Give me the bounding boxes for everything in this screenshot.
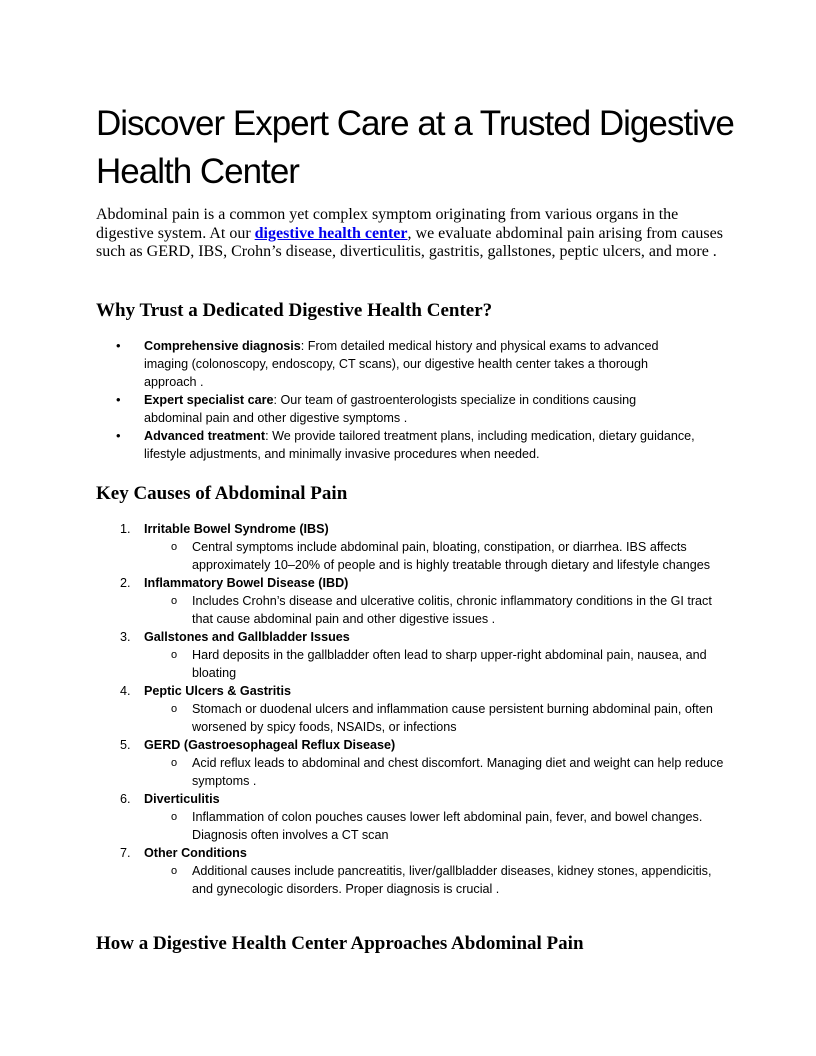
- cause-item: [96, 682, 726, 736]
- cause-heading: Irritable Bowel Syndrome (IBS): [144, 522, 329, 536]
- cause-detail-text: Includes Crohn’s disease and ulcerative colitis, chronic inflammatory conditions in the GI tract that cause abdominal pain and other digestive issues .: [192, 594, 712, 626]
- item-text: : From detailed medical history and physical exams to advanced imaging (colonoscopy, endoscopy, CT scans), our digestive health center takes a thorough approach .: [144, 339, 659, 389]
- circle-bullet-icon: o: [171, 703, 178, 715]
- bullet-icon: •: [116, 392, 121, 407]
- bullet-icon: •: [116, 338, 121, 353]
- cause-detail: [144, 808, 726, 844]
- cause-detail: [144, 862, 726, 898]
- cause-item: [96, 520, 726, 574]
- cause-heading: Other Conditions: [144, 846, 247, 860]
- cause-heading: GERD (Gastroesophageal Reflux Disease): [144, 738, 396, 752]
- section-heading-approach: How a Digestive Health Center Approaches Abdominal Pain: [96, 933, 584, 954]
- section-heading-why-trust: Why Trust a Dedicated Digestive Health Center?: [96, 300, 493, 321]
- digestive-health-center-link[interactable]: digestive health center: [254, 224, 408, 242]
- circle-bullet-icon: o: [171, 811, 178, 823]
- cause-detail: [144, 700, 726, 736]
- cause-item: [96, 628, 726, 682]
- item-number: 1.: [120, 522, 131, 536]
- item-number: 4.: [120, 684, 131, 698]
- item-number: 3.: [120, 630, 131, 644]
- cause-item: [96, 790, 726, 844]
- cause-heading: Gallstones and Gallbladder Issues: [144, 630, 350, 644]
- circle-bullet-icon: o: [171, 757, 178, 769]
- list-item: [96, 427, 696, 463]
- key-causes-list: [96, 520, 726, 898]
- item-lead: Advanced treatment: [144, 429, 266, 443]
- cause-detail-text: Central symptoms include abdominal pain, bloating, constipation, or diarrhea. IBS affects approximately 10–20% of people and is highly treatable through dietary and lifestyle changes: [192, 540, 711, 572]
- item-lead: Expert specialist care: [144, 393, 274, 407]
- cause-detail: [144, 592, 726, 628]
- item-number: 7.: [120, 846, 131, 860]
- circle-bullet-icon: o: [171, 541, 178, 553]
- item-number: 5.: [120, 738, 131, 752]
- section-heading-key-causes: Key Causes of Abdominal Pain: [96, 483, 348, 504]
- intro-paragraph: [96, 206, 724, 262]
- intro-text-after: , we evaluate abdominal pain arising from causes such as GERD, IBS, Crohn’s disease, diverticulitis, gastritis, gallstones, peptic ulcers, and more .: [96, 224, 723, 260]
- item-text: : Our team of gastroenterologists specialize in conditions causing abdominal pain and other digestive symptoms .: [144, 393, 637, 425]
- cause-detail: [144, 538, 726, 574]
- cause-detail-text: Hard deposits in the gallbladder often lead to sharp upper-right abdominal pain, nausea, and bloating: [192, 648, 707, 680]
- cause-heading: Inflammatory Bowel Disease (IBD): [144, 576, 349, 590]
- item-lead: Comprehensive diagnosis: [144, 339, 301, 353]
- bullet-icon: •: [116, 428, 121, 443]
- cause-item: [96, 574, 726, 628]
- cause-item: [96, 736, 726, 790]
- cause-detail: [144, 754, 726, 790]
- cause-item: [96, 844, 726, 898]
- list-item: [96, 337, 696, 391]
- circle-bullet-icon: o: [171, 865, 178, 877]
- item-text: : We provide tailored treatment plans, including medication, dietary guidance, lifestyle adjustments, and minimally invasive procedures when needed.: [144, 429, 695, 461]
- cause-detail-text: Inflammation of colon pouches causes lower left abdominal pain, fever, and bowel changes. Diagnosis often involves a CT scan: [192, 810, 703, 842]
- item-number: 6.: [120, 792, 131, 806]
- cause-heading: Diverticulitis: [144, 792, 220, 806]
- list-item: [96, 391, 696, 427]
- why-trust-list: [96, 337, 696, 463]
- cause-detail-text: Acid reflux leads to abdominal and chest discomfort. Managing diet and weight can help reduce symptoms .: [192, 756, 724, 788]
- cause-detail-text: Additional causes include pancreatitis, liver/gallbladder diseases, kidney stones, appendicitis, and gynecologic disorders. Proper diagnosis is crucial .: [192, 864, 712, 896]
- circle-bullet-icon: o: [171, 649, 178, 661]
- circle-bullet-icon: o: [171, 595, 178, 607]
- page-title: Discover Expert Care at a Trusted Digestive Health Center: [96, 104, 734, 191]
- item-number: 2.: [120, 576, 131, 590]
- cause-detail: [144, 646, 726, 682]
- intro-text-before: Abdominal pain is a common yet complex symptom originating from various organs in the digestive system. At our: [96, 206, 679, 242]
- cause-heading: Peptic Ulcers & Gastritis: [144, 684, 291, 698]
- cause-detail-text: Stomach or duodenal ulcers and inflammation cause persistent burning abdominal pain, often worsened by spicy foods, NSAIDs, or infections: [192, 702, 713, 734]
